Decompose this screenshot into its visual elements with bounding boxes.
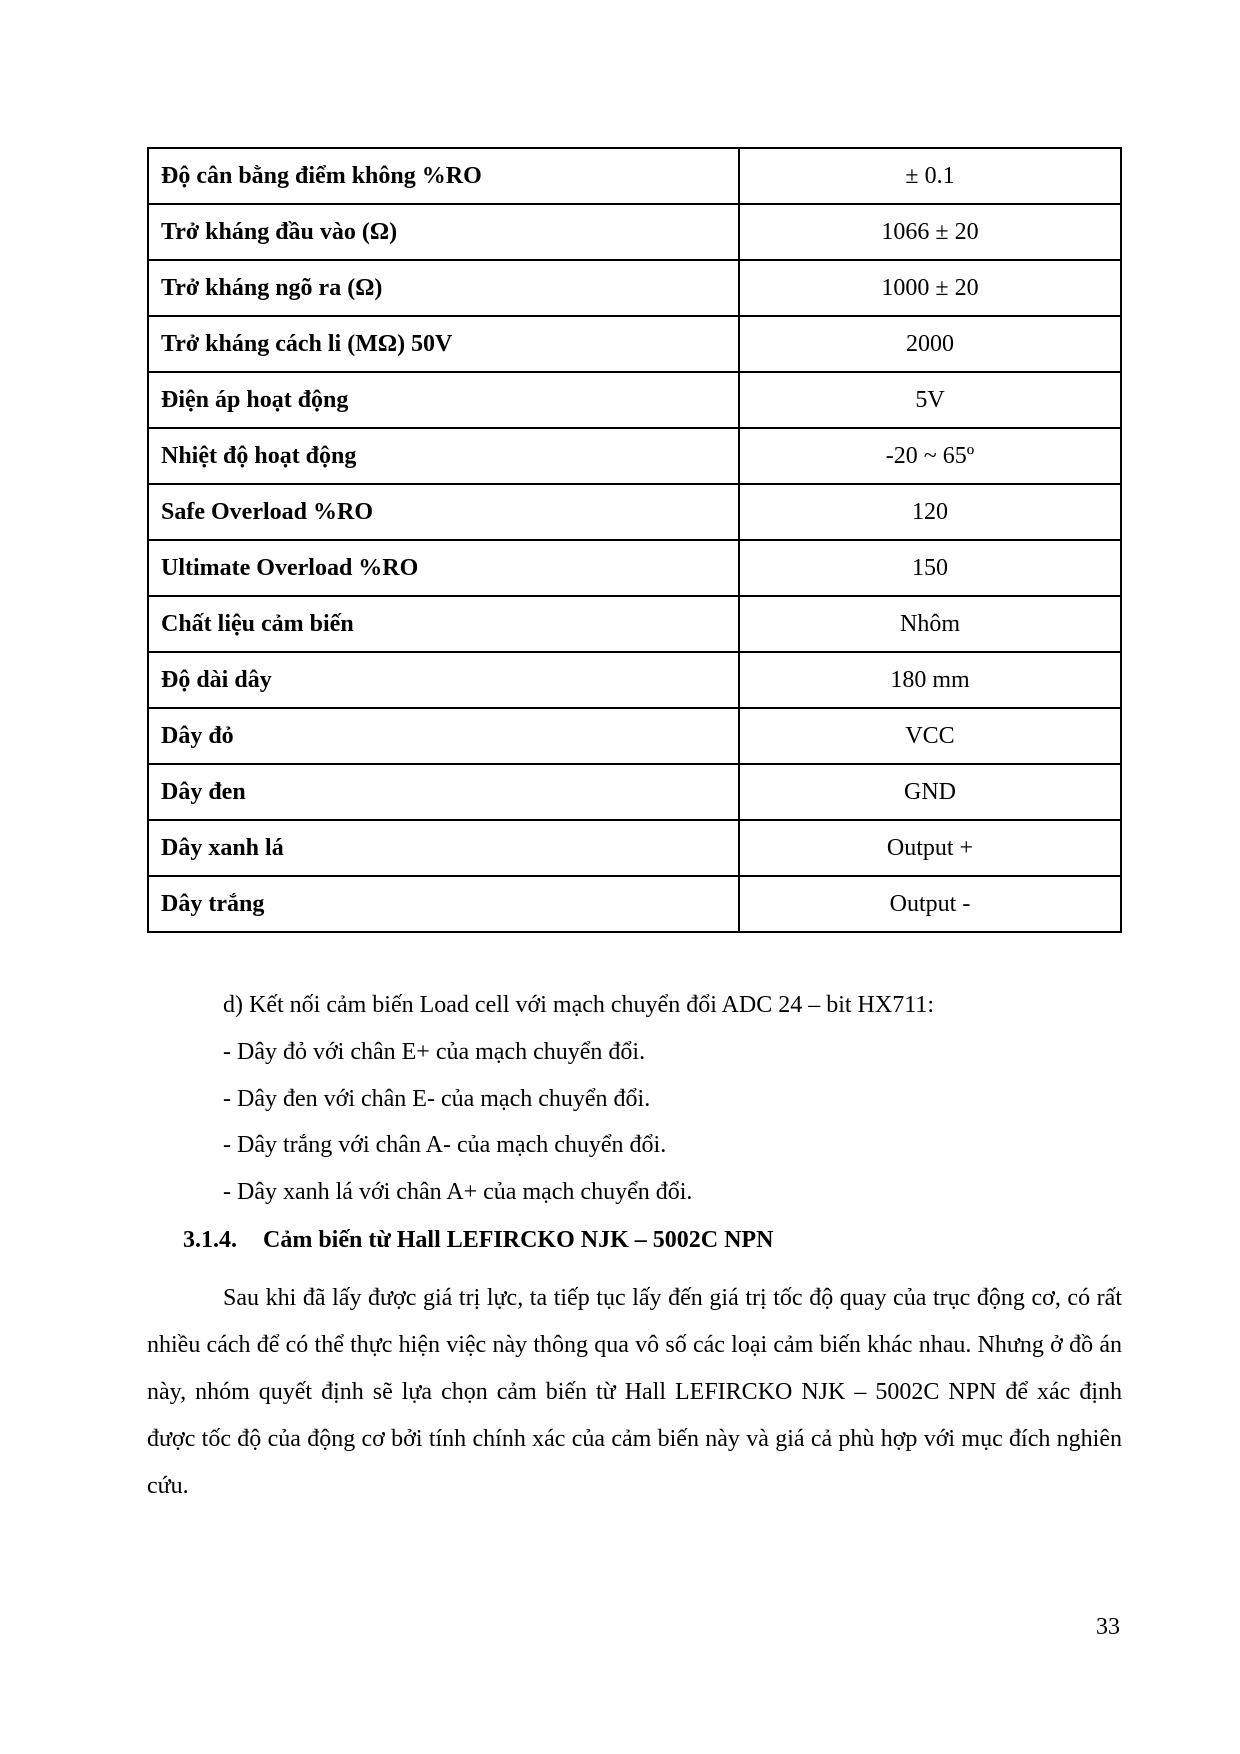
section-number: 3.1.4. (183, 1227, 237, 1253)
row-value: 180 mm (739, 652, 1121, 708)
row-value: 2000 (739, 316, 1121, 372)
page-number: 33 (1096, 1614, 1120, 1640)
row-label: Safe Overload %RO (148, 484, 739, 540)
row-value: VCC (739, 708, 1121, 764)
table-row (148, 876, 1121, 932)
row-value: 150 (739, 540, 1121, 596)
table-row (148, 708, 1121, 764)
table-row (148, 540, 1121, 596)
connection-item: - Dây đen với chân E- của mạch chuyển đổi. (223, 1086, 651, 1112)
row-value: Nhôm (739, 596, 1121, 652)
row-label: Dây xanh lá (148, 820, 739, 876)
row-label: Nhiệt độ hoạt động (148, 428, 739, 484)
connection-intro: d) Kết nối cảm biến Load cell với mạch chuyển đổi ADC 24 – bit HX711: (223, 992, 934, 1018)
table-row (148, 204, 1121, 260)
table-row (148, 596, 1121, 652)
row-value: 1066 ± 20 (739, 204, 1121, 260)
row-label: Độ cân bằng điểm không %RO (148, 148, 739, 204)
row-value: Output - (739, 876, 1121, 932)
table-row (148, 372, 1121, 428)
spec-table (147, 147, 1122, 933)
connection-item: - Dây xanh lá với chân A+ của mạch chuyển đổi. (223, 1179, 693, 1205)
table-row (148, 316, 1121, 372)
table-row (148, 260, 1121, 316)
row-label: Trở kháng cách li (MΩ) 50V (148, 316, 739, 372)
row-label: Dây trắng (148, 876, 739, 932)
table-row (148, 764, 1121, 820)
row-value: GND (739, 764, 1121, 820)
row-value: ± 0.1 (739, 148, 1121, 204)
row-label: Điện áp hoạt động (148, 372, 739, 428)
connection-item: - Dây trắng với chân A- của mạch chuyển đổi. (223, 1132, 667, 1158)
row-label: Độ dài dây (148, 652, 739, 708)
row-label: Trở kháng ngõ ra (Ω) (148, 260, 739, 316)
row-value: -20 ~ 65º (739, 428, 1121, 484)
table-row (148, 484, 1121, 540)
table-row (148, 820, 1121, 876)
row-label: Dây đỏ (148, 708, 739, 764)
row-value: 1000 ± 20 (739, 260, 1121, 316)
section-paragraph: Sau khi đã lấy được giá trị lực, ta tiếp tục lấy đến giá trị tốc độ quay của trục động cơ, có rất nhiều cách để có thể thực hiện việc này thông qua vô số các loại cảm biến khác nhau. Nhưng ở đồ án này, nhóm quyết định sẽ lựa chọn cảm biến từ Hall LEFIRCKO NJK – 5002C NPN để xác định được tốc độ của động cơ bởi tính chính xác của cảm biến này và giá cả phù hợp với mục đích nghiên cứu. (147, 1285, 1122, 1499)
section-title: Cảm biến từ Hall LEFIRCKO NJK – 5002C NPN (263, 1227, 774, 1253)
row-label: Trở kháng đầu vào (Ω) (148, 204, 739, 260)
row-label: Dây đen (148, 764, 739, 820)
table-row (148, 148, 1121, 204)
table-row (148, 652, 1121, 708)
section-heading (183, 1228, 773, 1252)
row-value: 5V (739, 372, 1121, 428)
row-value: Output + (739, 820, 1121, 876)
connection-item: - Dây đỏ với chân E+ của mạch chuyển đổi. (223, 1039, 646, 1065)
row-label: Chất liệu cảm biến (148, 596, 739, 652)
row-value: 120 (739, 484, 1121, 540)
row-label: Ultimate Overload %RO (148, 540, 739, 596)
table-row (148, 428, 1121, 484)
